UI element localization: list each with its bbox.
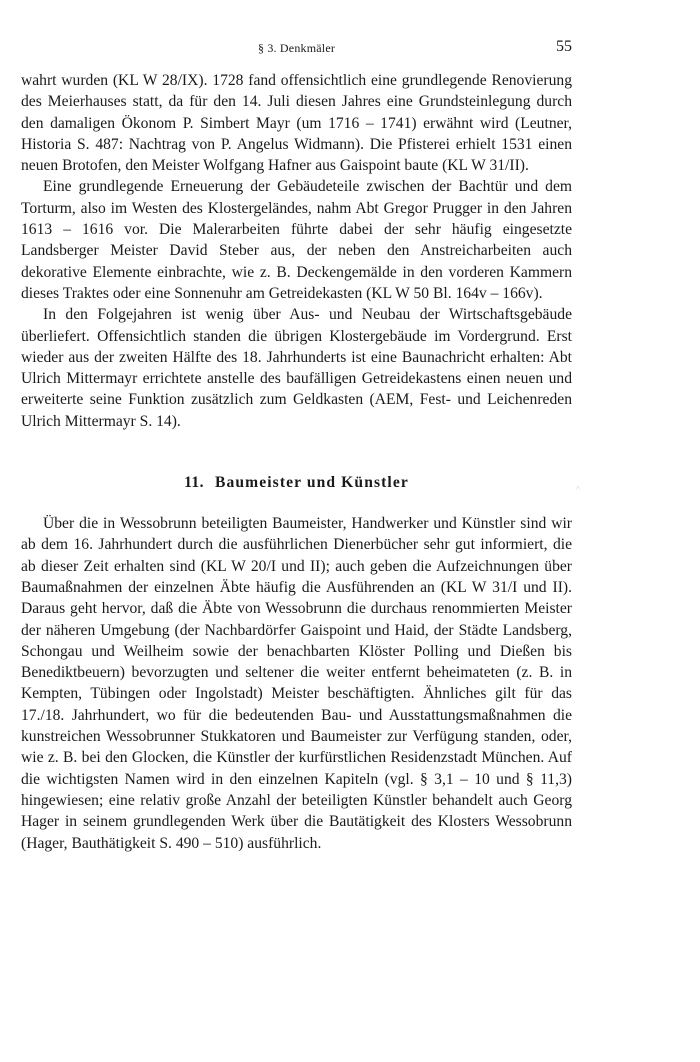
book-page (21, 0, 572, 854)
paragraph-westen: Eine grundlegende Erneuerung der Gebäudeteile zwischen der Bachtür und dem Torturm, also im Westen des Klostergeländes, nahm Abt Gregor Prugger in den Jahren 1613 – 1616 vor. Die Malerarbeiten führte dabei der sehr häufig eingesetzte Landsberger Meister David Steber aus, der neben den Anstreicharbeiten auch dekorative Elemente einbrachte, wie z. B. Deckengemälde in den vorderen Kammern dieses Traktes oder eine Sonnenuhr am Getreidekasten (KL W 50 Bl. 164v – 166v). (21, 178, 572, 302)
paragraph-continued: wahrt wurden (KL W 28/IX). 1728 fand offensichtlich eine grundlegende Renovierung des Meierhauses statt, da für den 14. Juli diesen Jahres eine Grundsteinlegung durch den damaligen Ökonom P. Simbert Mayr (um 1716 – 1741) erwähnt wird (Leutner, Historia S. 487: Nachtrag von P. Angelus Widmann). Die Pfisterei erhielt 1531 einen neuen Brotofen, den Meister Wolfgang Hafner aus Gaispoint baute (KL W 31/II). (21, 72, 572, 175)
section-title: Baumeister und Künstler (214, 474, 409, 492)
running-header (21, 0, 572, 70)
paragraph-folgejahre: In den Folgejahren ist wenig über Aus- und Neubau der Wirtschaftsgebäude überliefert. Offensichtlich standen die übrigen Klostergebäude im Vordergrund. Erst wieder aus der zweiten Hälfte des 18. Jahrhunderts ist eine Baunachricht erhalten: Abt Ulrich Mittermayr errichtete anstelle des baufälligen Getreidekastens einen neuen und erweiterte seine Funktion zusätzlich zum Geldkasten (AEM, Fest- und Leichenreden Ulrich Mittermayr S. 14). (21, 306, 572, 430)
section-heading (21, 472, 572, 493)
running-title: § 3. Denkmäler (257, 41, 336, 55)
section-number: 11. (184, 474, 204, 492)
scan-speck: ^ (576, 484, 580, 493)
paragraph-baumeister: Über die in Wessobrunn beteiligten Baumeister, Handwerker und Künstler sind wir ab dem 16. Jahrhundert durch die ausführlichen Dienerbücher sehr gut informiert, die ab dieser Zeit erhalten sind (KL W 20/I und II); auch geben die Aufzeichnungen über Baumaßnahmen der einzelnen Äbte häufig die Ausführenden an (KL W 31/I und II). Daraus geht hervor, daß die Äbte von Wessobrunn die durchaus renommierten Meister der näheren Umgebung (der Nachbardörfer Gaispoint und Haid, der Städte Landsberg, Schongau und Weilheim sowie der benachbarten Klöster Polling und Dießen bis Benediktbeuern) bevorzugten und seltener die weiter entfernt beheimateten (z. B. in Kempten, Tübingen oder Ingolstadt) Meister beschäftigten. Ähnliches gilt für das 17./18. Jahrhundert, wo für die bedeutenden Bau- und Ausstattungsmaßnahmen die kunstreichen Wessobrunner Stukkatoren und Baumeister zur Verfügung standen, oder, wie z. B. bei den Glocken, die Künstler der kurfürstlichen Residenzstadt München. Auf die wichtigsten Namen wird in den einzelnen Kapiteln (vgl. § 3,1 – 10 und § 11,3) hingewiesen; eine relativ große Anzahl der beteiligten Künstler behandelt auch Georg Hager in seinem grundlegenden Werk über die Bautätigkeit des Klosters Wessobrunn (Hager, Bauthätigkeit S. 490 – 510) ausführlich. (21, 515, 572, 852)
page-number: 55 (556, 38, 572, 55)
body-text (21, 70, 572, 854)
